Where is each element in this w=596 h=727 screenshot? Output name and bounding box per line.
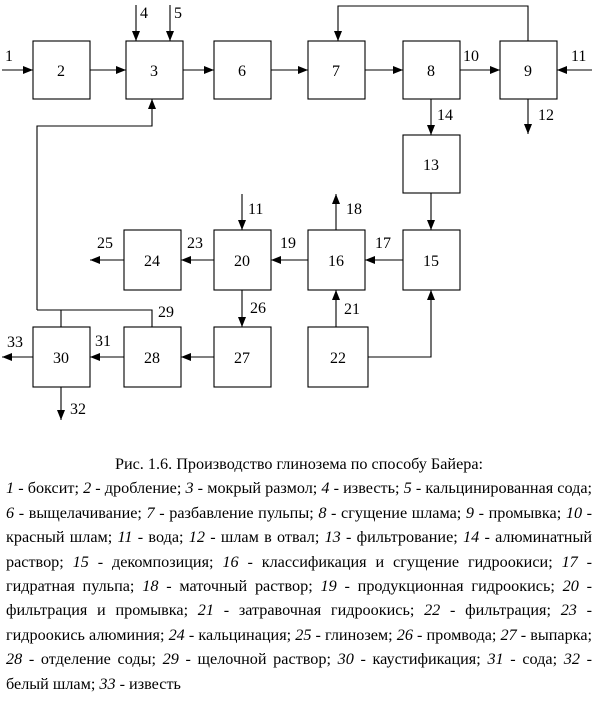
caption-title: Рис. 1.6. Производство глинозема по способу Байера:	[114, 455, 484, 473]
legend-entry-text: - щелочной раствор	[178, 650, 327, 669]
legend-entry-number: 6	[6, 503, 15, 522]
legend-entry-text: - кальцинация	[184, 625, 287, 644]
legend-entry-number: 4	[321, 479, 330, 498]
legend-entry-number: 28	[6, 650, 23, 669]
process-box-13	[403, 135, 460, 193]
legend-entry	[397, 626, 492, 644]
svg-text:6: 6	[238, 63, 246, 80]
legend-entry-text: - гидроокись алюминия	[6, 601, 592, 644]
legend-entry-text: - алюминатный раствор	[6, 528, 593, 571]
legend-entry-number: 22	[424, 601, 441, 620]
svg-text:13: 13	[423, 157, 439, 174]
legend-entry-number: 30	[337, 650, 354, 669]
legend-entry-text: - затравочная гидроокись	[213, 601, 410, 620]
legend-entry	[99, 675, 181, 693]
legend-entry	[147, 504, 310, 522]
legend-entry	[325, 528, 454, 546]
legend-entry-number: 20	[562, 577, 579, 596]
legend-entry-number: 27	[500, 625, 517, 644]
svg-text:29: 29	[158, 304, 174, 321]
svg-text:11: 11	[248, 201, 264, 218]
svg-text:19: 19	[280, 235, 296, 252]
legend-entry	[142, 577, 308, 595]
legend-entry-number: 15	[72, 552, 89, 571]
legend-entry-number: 23	[560, 601, 577, 620]
process-box-6	[214, 41, 271, 99]
svg-text:4: 4	[140, 5, 148, 22]
legend-entry-number: 18	[142, 577, 159, 596]
legend-entry-number: 9	[465, 503, 475, 522]
legend-entry-number: 25	[295, 625, 312, 644]
legend-entry-text: - белый шлам	[6, 650, 593, 693]
legend-entry-text: - маточный раствор	[158, 577, 309, 596]
svg-text:28: 28	[144, 350, 160, 367]
svg-text:26: 26	[250, 300, 266, 317]
legend-entry	[487, 650, 552, 668]
process-box-22	[308, 327, 368, 387]
legend-entry	[169, 626, 287, 644]
legend-entry-text: - шлам в отвал	[204, 528, 315, 547]
flow-labels	[5, 5, 586, 418]
legend-entry-number: 24	[168, 625, 185, 644]
svg-text:11: 11	[571, 48, 587, 65]
legend-entry-text: - классификация и сгущение гидроокиси	[238, 552, 549, 571]
legend-entry	[6, 650, 151, 668]
legend-entry-number: 5	[403, 479, 412, 498]
svg-text:16: 16	[328, 253, 344, 270]
svg-text:5: 5	[174, 5, 182, 22]
svg-text:25: 25	[97, 235, 113, 252]
legend-entry-number: 32	[563, 650, 580, 669]
legend-entry	[321, 479, 395, 497]
legend-entry-text: - разбавление пульпы	[154, 503, 310, 522]
svg-text:20: 20	[234, 253, 250, 270]
figure-caption	[6, 452, 592, 696]
legend-entry-text: - промывка	[474, 503, 557, 522]
legend-entry-text: - красный шлам	[6, 503, 593, 547]
legend-entry	[222, 553, 548, 571]
process-box-24	[124, 230, 181, 290]
legend-entry-number: 21	[197, 601, 214, 620]
legend-entry-number: 33	[99, 674, 116, 693]
legend-entry-number: 3	[185, 479, 194, 498]
svg-text:9: 9	[524, 63, 532, 80]
legend-entry	[466, 504, 557, 522]
svg-text:15: 15	[423, 253, 439, 270]
process-box-28	[124, 327, 181, 387]
legend-entry	[189, 528, 315, 546]
process-box-2	[33, 41, 90, 99]
legend-entry-number: 11	[117, 528, 133, 547]
svg-text:23: 23	[187, 235, 203, 252]
svg-text:30: 30	[53, 350, 69, 367]
legend-entry-number: 8	[318, 503, 327, 522]
legend-entry-text: - сода	[503, 650, 553, 669]
svg-text:21: 21	[344, 301, 360, 318]
svg-text:10: 10	[463, 48, 479, 65]
legend-entry	[6, 479, 74, 497]
legend-entry-number: 1	[6, 479, 15, 498]
process-box-16	[308, 230, 365, 290]
legend-entry-number: 17	[561, 552, 578, 571]
legend-entry-number: 26	[396, 625, 413, 644]
legend-entry	[500, 626, 587, 644]
legend-entry-text: - известь	[329, 479, 395, 498]
legend-entry	[198, 601, 410, 619]
legend-entry-number: 12	[188, 528, 205, 547]
legend-entry-text: - фильтрация	[440, 601, 547, 620]
legend-entry-text: - отделение соды	[22, 650, 152, 669]
legend-entry-text: - фильтрование	[340, 528, 454, 547]
legend-entry	[404, 479, 588, 497]
legend-entry-text: - известь	[115, 674, 181, 693]
svg-text:17: 17	[375, 235, 391, 252]
svg-text:8: 8	[427, 63, 435, 80]
svg-text:31: 31	[95, 333, 111, 350]
legend-entry-text: - каустификация	[353, 650, 477, 669]
process-box-3	[126, 41, 183, 99]
legend-entry	[118, 528, 180, 546]
legend-entry-number: 7	[146, 503, 155, 522]
legend-entry-text: - продукционная гидроокись	[336, 577, 551, 596]
caption-legend: 1 - боксит; 2 - дробление; 3 - мокрый размол; 4 - известь; 5 - кальцинированная сода; 6 - выщелачивание; 7 - разбавление пульпы; 8 - сгущение шлама; 9 - промывка; 10 - красный шлам; 11 - вода; 12 - шлам в отвал; 13 - фильтрование; 14 - алюминатный раствор; 15 - декомпозиция; 16 - классификация и сгущение гидроокиси; 17 - гидратная пульпа; 18 - маточный раствор; 19 - продукционная гидроокись; 20 - фильтрация и промывка; 21 - затравочная гидроокись; 22 - фильтрация; 23 - гидроокись алюминия; 24 - кальцинация; 25 - глинозем; 26 - промвода; 27 - выпарка; 28 - отделение соды; 29 - щелочной раствор; 30 - каустификация; 31 - сода; 32 - белый шлам; 33 - известь	[6, 479, 593, 693]
process-box-15	[403, 230, 460, 290]
legend-entry-text: - боксит	[14, 479, 75, 498]
process-box-20	[214, 230, 271, 290]
svg-text:22: 22	[330, 350, 346, 367]
legend-entry	[163, 650, 327, 668]
svg-text:24: 24	[144, 253, 160, 270]
legend-entry-text: - дробление	[91, 479, 177, 498]
legend-entry-text: - декомпозиция	[88, 552, 210, 571]
svg-text:32: 32	[70, 401, 86, 418]
svg-text:7: 7	[332, 63, 340, 80]
svg-text:12: 12	[538, 107, 554, 124]
process-box-27	[214, 327, 271, 387]
process-box-7	[308, 41, 365, 99]
legend-entry	[424, 601, 546, 619]
process-box-8	[403, 41, 460, 99]
legend-entry-text: - выпарка	[516, 625, 588, 644]
svg-text:2: 2	[57, 63, 65, 80]
legend-entry-number: 13	[324, 528, 341, 547]
legend-entry-number: 31	[487, 650, 504, 669]
svg-text:1: 1	[5, 48, 13, 65]
legend-entry-text: - вода	[132, 528, 180, 547]
legend-entry	[295, 626, 388, 644]
legend-entry-text: - выщелачивание	[14, 503, 138, 522]
legend-entry-text: - сгущение шлама	[326, 503, 457, 522]
legend-entry-text: - гидратная пульпа	[6, 552, 593, 596]
legend-entry	[185, 479, 312, 497]
legend-entry-text: - фильтрация и промывка	[6, 577, 593, 620]
svg-text:33: 33	[7, 334, 23, 351]
legend-entry	[73, 553, 209, 571]
legend-entry-text: - промвода	[412, 625, 492, 644]
svg-text:18: 18	[346, 201, 362, 218]
svg-text:3: 3	[150, 63, 158, 80]
legend-entry	[318, 504, 456, 522]
svg-text:14: 14	[437, 107, 453, 124]
legend-entry-text: - кальцинированная сода	[411, 479, 588, 498]
svg-text:27: 27	[234, 350, 250, 367]
process-box-9	[500, 41, 557, 99]
legend-entry-number: 10	[565, 503, 583, 522]
legend-entry-number: 16	[222, 552, 239, 571]
legend-entry	[321, 577, 551, 595]
legend-entry-text: - мокрый размол	[193, 479, 313, 498]
legend-entry-text: - глинозем	[311, 625, 389, 644]
legend-entry-number: 29	[162, 650, 179, 669]
legend-entry-number: 2	[83, 479, 92, 498]
process-box-30	[33, 327, 90, 387]
legend-entry-number: 19	[320, 577, 337, 596]
legend-entry	[338, 650, 477, 668]
legend-entry	[6, 504, 137, 522]
legend-entry	[83, 479, 177, 497]
legend-entry-number: 14	[463, 528, 480, 547]
